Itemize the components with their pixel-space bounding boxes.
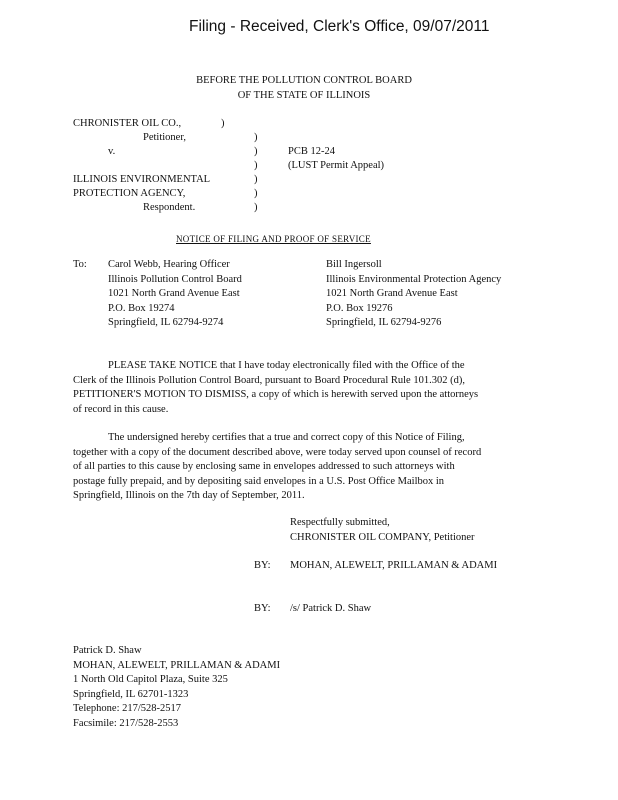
court-heading-line1: BEFORE THE POLLUTION CONTROL BOARD (196, 75, 412, 86)
caption-paren: ) (254, 146, 258, 157)
filing-stamp: Filing - Received, Clerk's Office, 09/07/2011 (189, 18, 490, 35)
address-line: Illinois Environmental Protection Agency (326, 273, 502, 285)
paragraph-line: Clerk of the Illinois Pollution Control Board, pursuant to Board Procedural Rule 101.302 (d), (73, 374, 465, 386)
address-line: P.O. Box 19274 (108, 302, 175, 314)
paragraph-line: PETITIONER'S MOTION TO DISMISS, a copy of which is herewith served upon the attorneys (73, 389, 479, 401)
respectfully-submitted: Respectfully submitted, (290, 517, 390, 528)
attorney-line: Facsimile: 217/528-2553 (73, 717, 179, 729)
paragraph-line: of record in this cause. (73, 403, 169, 415)
attorney-block (73, 644, 280, 732)
caption-paren: ) (254, 132, 258, 143)
address-line: 1021 North Grand Avenue East (326, 288, 458, 300)
recipient-address (326, 258, 501, 331)
address-line: Carol Webb, Hearing Officer (108, 259, 230, 270)
address-line: Bill Ingersoll (326, 259, 382, 270)
court-heading (150, 74, 458, 103)
signoff-block (290, 516, 475, 545)
caption-paren: ) (254, 174, 258, 185)
petitioner-party: CHRONISTER OIL COMPANY, Petitioner (290, 531, 475, 543)
recipient-address (108, 258, 242, 331)
court-heading-line2: OF THE STATE OF ILLINOIS (237, 89, 371, 101)
paragraph-line: of all parties to this cause by enclosing same in envelopes addressed to such attorneys with (73, 461, 455, 473)
paragraph-line: PLEASE TAKE NOTICE that I have today electronically filed with the Office of the (108, 360, 465, 371)
attorney-line: Patrick D. Shaw (73, 645, 142, 656)
caption-paren: ) (221, 118, 225, 129)
address-line: P.O. Box 19276 (326, 302, 393, 314)
address-line: Illinois Pollution Control Board (108, 273, 242, 285)
respondent-name-line2: PROTECTION AGENCY, (73, 188, 186, 199)
paragraph-line: Springfield, Illinois on the 7th day of September, 2011. (73, 490, 305, 502)
by-label: BY: (254, 603, 271, 614)
case-type: (LUST Permit Appeal) (288, 160, 385, 171)
case-number: PCB 12-24 (288, 146, 335, 157)
law-firm: MOHAN, ALEWELT, PRILLAMAN & ADAMI (290, 560, 498, 571)
attorney-line: 1 North Old Capitol Plaza, Suite 325 (73, 674, 228, 686)
notice-title: NOTICE OF FILING AND PROOF OF SERVICE (176, 234, 371, 244)
certification-paragraph (73, 431, 533, 504)
respondent-role: Respondent. (143, 202, 196, 213)
respondent-name-line1: ILLINOIS ENVIRONMENTAL (73, 174, 211, 185)
petitioner-name: CHRONISTER OIL CO., (73, 118, 182, 129)
attorney-line: MOHAN, ALEWELT, PRILLAMAN & ADAMI (73, 659, 281, 671)
paragraph-line: The undersigned hereby certifies that a true and correct copy of this Notice of Filing, (108, 432, 465, 443)
caption-paren: ) (254, 202, 258, 213)
notice-paragraph (73, 359, 533, 417)
attorney-line: Telephone: 217/528-2517 (73, 703, 182, 715)
to-label: To: (73, 259, 87, 270)
address-line: 1021 North Grand Avenue East (108, 288, 240, 300)
petitioner-role: Petitioner, (143, 132, 187, 143)
paragraph-line: together with a copy of the document described above, were today served upon counsel of record (73, 446, 482, 458)
paragraph-line: postage fully prepaid, and by depositing said envelopes in a U.S. Post Office Mailbox in (73, 475, 445, 487)
address-line: Springfield, IL 62794-9276 (326, 317, 442, 329)
address-line: Springfield, IL 62794-9274 (108, 317, 224, 329)
signature: /s/ Patrick D. Shaw (290, 603, 372, 614)
attorney-line: Springfield, IL 62701-1323 (73, 688, 189, 700)
versus: v. (108, 146, 116, 157)
caption-paren: ) (254, 160, 258, 171)
caption-paren: ) (254, 188, 258, 199)
by-label: BY: (254, 560, 271, 571)
